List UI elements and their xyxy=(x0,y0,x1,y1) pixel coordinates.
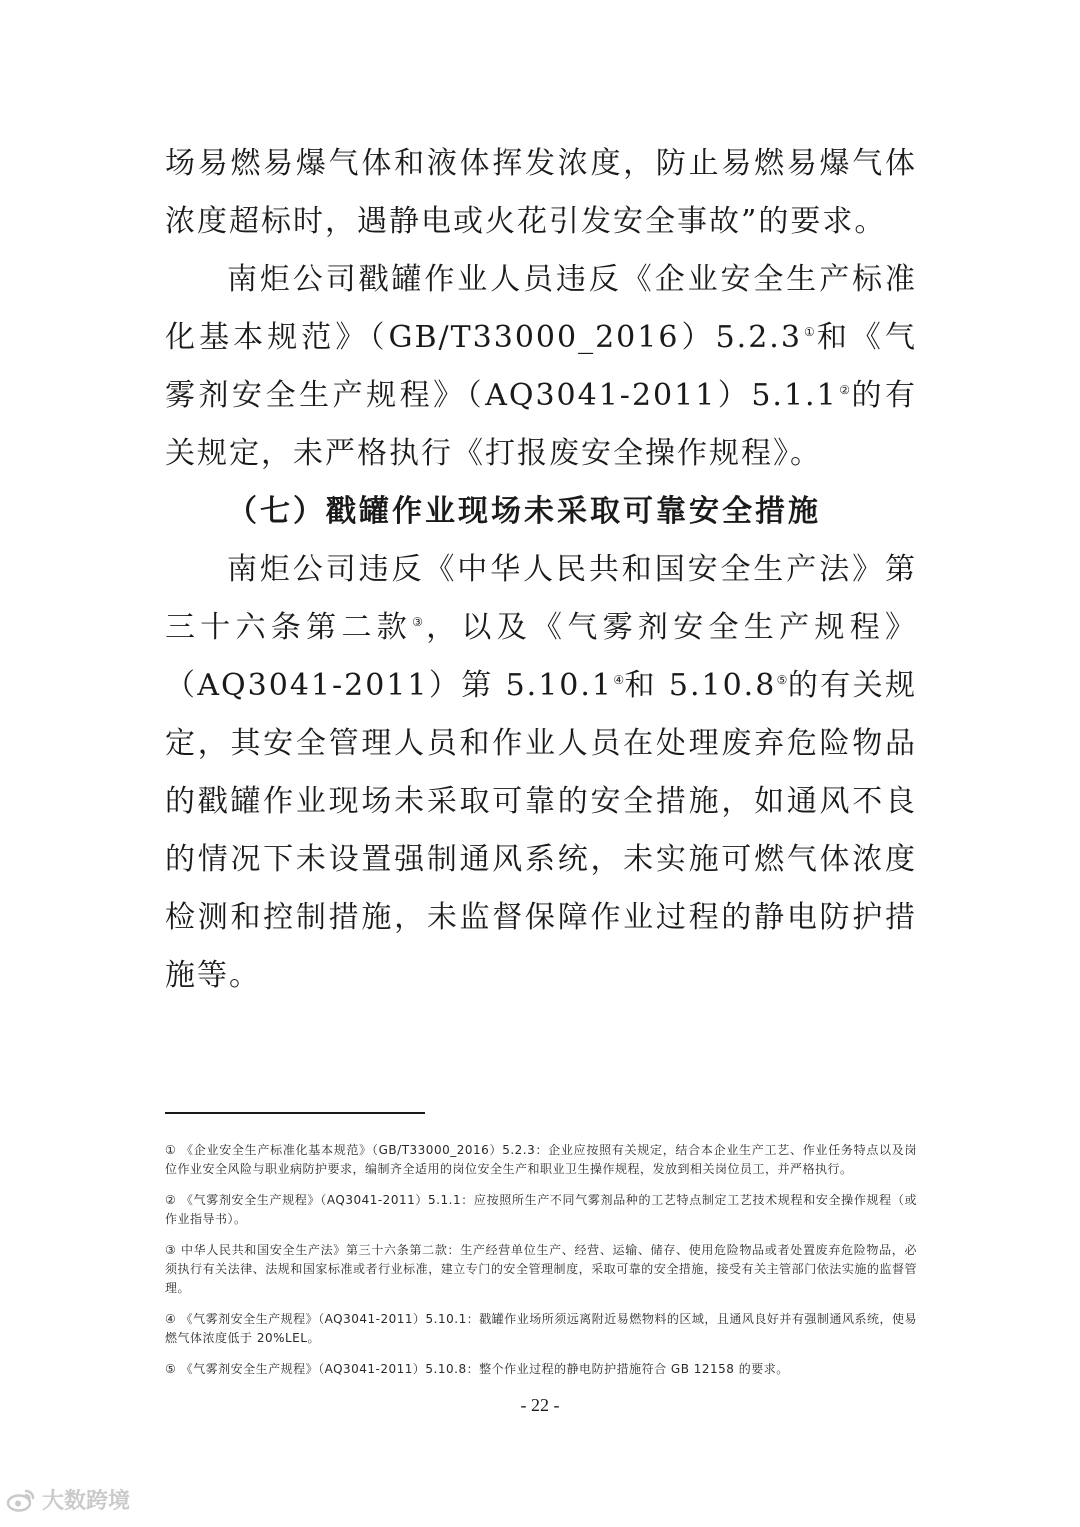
footnote-ref-2[interactable]: ② xyxy=(837,383,852,397)
paragraph-safety-measures xyxy=(165,541,917,1005)
footnotes xyxy=(165,1141,917,1391)
footnote-ref-3[interactable]: ③ xyxy=(412,615,427,629)
paragraph-text: 南炬公司违反《中华人民共和国安全生产法》第三十六条第二款 xyxy=(165,552,917,645)
weibo-logo-icon xyxy=(6,1488,36,1512)
paragraph-text: 的有关规定，其安全管理人员和作业人员在处理废弃危险物品的戳罐作业现场未采取可靠的安全措施，如通风不良的情况下未设置强制通风系统，未实施可燃气体浓度检测和控制措施，未监督保障作业过程的静电防护措施等。 xyxy=(165,668,917,993)
footnote-ref-1[interactable]: ① xyxy=(801,325,817,339)
paragraph-text: 和《气雾剂安全生产规程》（AQ3041-2011）5.1.1 xyxy=(165,320,918,413)
footnote-4: ④ 《气雾剂安全生产规程》（AQ3041-2011）5.10.1：戳罐作业场所须远离附近易燃物料的区域，且通风良好并有强制通风系统，使易燃气体浓度低于 20%LEL。 xyxy=(165,1312,917,1345)
footnote-ref-4[interactable]: ④ xyxy=(613,673,625,687)
footnote-1: ① 《企业安全生产标准化基本规范》（GB/T33000_2016）5.2.3：企业应按照有关规定，结合本企业生产工艺、作业任务特点以及岗位作业安全风险与职业病防护要求，编制齐全适用的岗位安全生产和职业卫生操作规程，发放到相关岗位员工，并严格执行。 xyxy=(165,1143,917,1176)
watermark xyxy=(6,1484,130,1515)
footnote-divider xyxy=(165,1112,425,1114)
footnote-5: ⑤ 《气雾剂安全生产规程》（AQ3041-2011）5.10.8：整个作业过程的静电防护措施符合 GB 12158 的要求。 xyxy=(165,1362,789,1376)
paragraph-text: ，以及《气雾剂安全生产规程》（AQ3041-2011）第 5.10.1 xyxy=(165,610,917,703)
watermark-text: 大数跨境 xyxy=(42,1489,131,1514)
footnote-ref-5[interactable]: ⑤ xyxy=(776,673,788,687)
paragraph-text: 南炬公司戳罐作业人员违反《企业安全生产标准化基本规范》（GB/T33000_2016）5.2.3 xyxy=(165,262,917,355)
body-text xyxy=(165,135,917,1005)
paragraph-violation-standards xyxy=(165,251,917,483)
section-heading: （七）戳罐作业现场未采取可靠安全措施 xyxy=(227,494,821,529)
footnote-3: ③ 中华人民共和国安全生产法》第三十六条第二款：生产经营单位生产、经营、运输、储存、使用危险物品或者处置废弃危险物品，必须执行有关法律、法规和国家标准或者行业标准，建立专门的安全管理制度，采取可靠的安全措施，接受有关主管部门依法实施的监督管理。 xyxy=(165,1243,917,1295)
paragraph-continuation: 场易燃易爆气体和液体挥发浓度，防止易燃易爆气体浓度超标时，遇静电或火花引发安全事故”的要求。 xyxy=(165,146,917,239)
footnote-2: ② 《气雾剂安全生产规程》（AQ3041-2011）5.1.1：应按照所生产不同气雾剂品种的工艺特点制定工艺技术规程和安全操作规程（或作业指导书）。 xyxy=(165,1193,917,1226)
paragraph-text: 的有关规定，未严格执行《打报废安全操作规程》。 xyxy=(165,378,918,471)
page-number: - 22 - xyxy=(520,1395,560,1415)
paragraph-text: 和 5.10.8 xyxy=(624,668,777,703)
